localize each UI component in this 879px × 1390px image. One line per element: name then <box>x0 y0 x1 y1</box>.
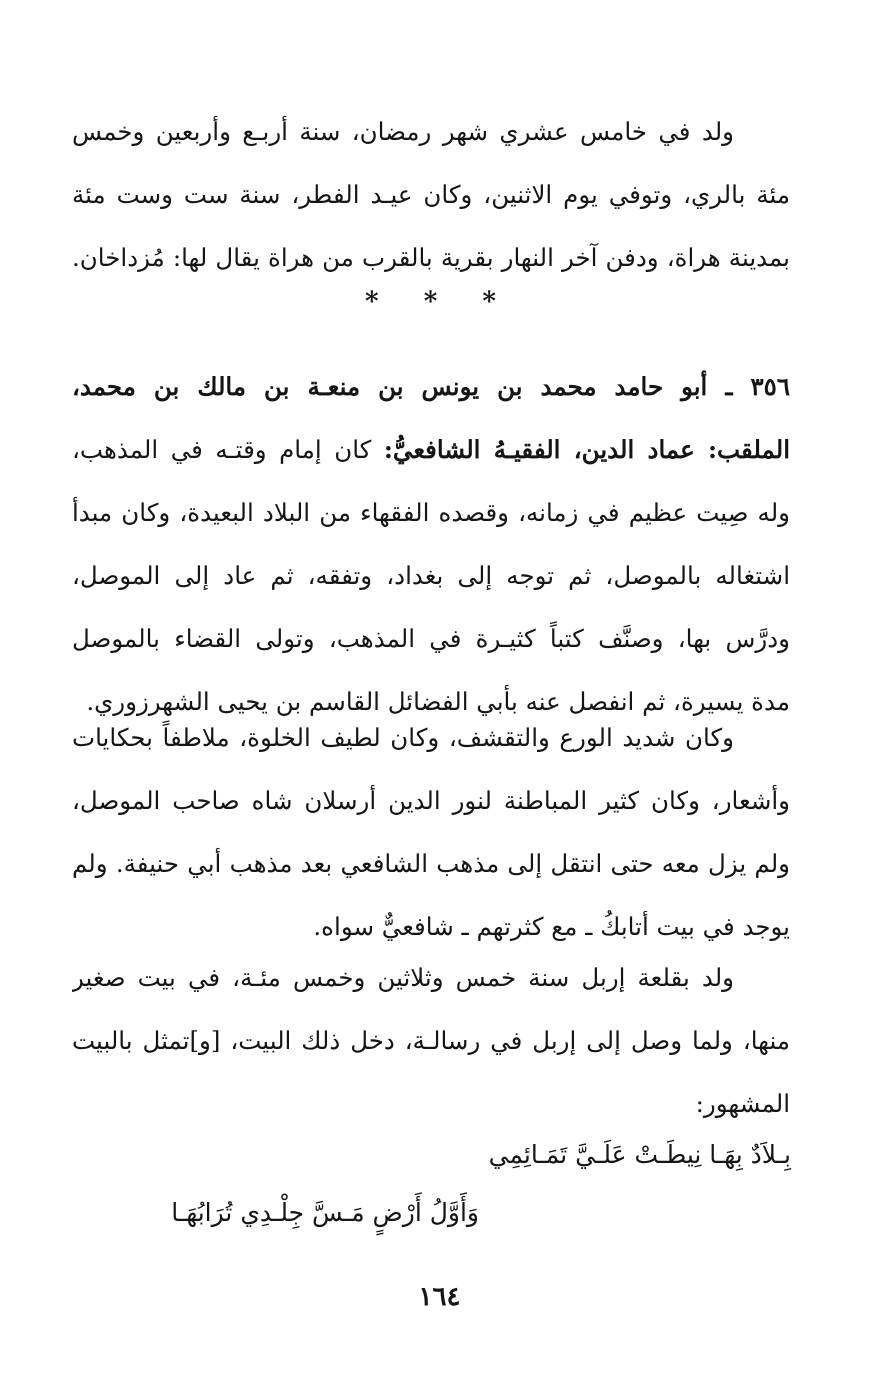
text-line: المشهور: <box>695 1089 790 1118</box>
entry-heading: ٣٥٦ ـ أبو حامد محمد بن يونس بن منعـة بن مالك بن محمد، <box>72 372 790 401</box>
text-line: مئة بالري، وتوفي يوم الاثنين، وكان عيـد الفطر، سنة ست وست مئة <box>72 180 790 209</box>
verse-hemistich-2: وَأَوَّلُ أَرْضٍ مَـسَّ جِلْـدِي تُرَابُهَـا <box>171 1198 479 1227</box>
text-line: بمدينة هراة، ودفن آخر النهار بقرية بالقرب من هراة يقال لها: مُزداخان. <box>72 243 790 272</box>
text-line: وله صِيت عظيم في زمانه، وقصده الفقهاء من البلاد البعيدة، وكان مبدأ <box>72 498 790 527</box>
text-line: مدة يسيرة، ثم انفصل عنه بأبي الفضائل القاسم بن يحيى الشهرزوري. <box>86 687 790 716</box>
text-line: ولد بقلعة إربل سنة خمس وثلاثين وخمس مئـة، في بيت صغير <box>72 963 734 992</box>
paragraph-3 <box>72 946 790 1135</box>
text-line: ودرَّس بها، وصنَّف كتباً كثيـرة في المذهب، وتولى القضاء بالموصل <box>72 624 790 653</box>
section-separator: * * * <box>365 287 514 317</box>
text-line: اشتغاله بالموصل، ثم توجه إلى بغداد، وتفقه، ثم عاد إلى الموصل، <box>72 561 790 590</box>
text-line: منها، ولما وصل إلى إربل في رسالـة، دخل ذلك البيت، [و]تمثل بالبيت <box>72 1026 790 1055</box>
entry-title-rest: كان إمام وقتـه في المذهب، <box>72 435 384 464</box>
entry-title-line <box>72 418 790 481</box>
text-line: ولد في خامس عشري شهر رمضان، سنة أربـع وأربعين وخمس <box>72 117 734 146</box>
page-number: ١٦٤ <box>418 1282 461 1312</box>
entry-356 <box>72 355 790 733</box>
entry-title-bold: الملقب: عماد الدين، الفقيـهُ الشافعيُّ: <box>383 435 790 464</box>
text-line: ولم يزل معه حتى انتقل إلى مذهب الشافعي بعد مذهب أبي حنيفة. ولم <box>72 849 790 878</box>
paragraph-2 <box>72 706 790 958</box>
previous-entry-ending <box>72 100 790 289</box>
text-line: وكان شديد الورع والتقشف، وكان لطيف الخلوة، ملاطفاً بحكايات <box>72 723 734 752</box>
text-line: وأشعار، وكان كثير المباطنة لنور الدين أرسلان شاه صاحب الموصل، <box>72 786 790 815</box>
text-line: يوجد في بيت أتابكُ ـ مع كثرتهم ـ شافعيٌّ سواه. <box>313 912 790 941</box>
verse-hemistich-1: بِـلاَدٌ بِهَـا نِيطَـتْ عَلَـيَّ تَمَـائِمِي <box>488 1140 791 1169</box>
